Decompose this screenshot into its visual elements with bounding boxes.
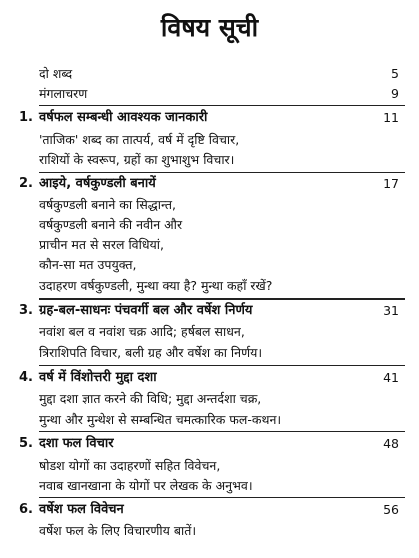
chapter-subline: मुद्दा दशा ज्ञात करने की विधि; मुद्दा अन्तर्दशा चक्र, <box>39 391 262 406</box>
chapter-number: 2. <box>19 176 33 191</box>
preface-entry-text: दो शब्द <box>39 66 73 81</box>
chapter-subline: वर्षेश फल के लिए विचारणीय बातें। <box>39 523 197 538</box>
chapter-subline: षोडश योगों का उदाहरणों सहित विवेचन, <box>39 458 221 473</box>
divider <box>39 431 405 432</box>
chapter-page: 48 <box>383 436 399 451</box>
preface-entry-text: मंगलाचरण <box>39 86 88 101</box>
chapter-page: 11 <box>383 110 399 125</box>
chapter-subline: प्राचीन मत से सरल विधियां, <box>39 237 165 252</box>
page-title: विषय सूची <box>160 13 259 42</box>
chapter-title: वर्ष में विंशोत्तरी मुद्दा दशा <box>39 370 157 385</box>
chapter-title: वर्षेश फल विवेचन <box>39 502 124 517</box>
divider <box>39 497 405 498</box>
chapter-subline: कौन-सा मत उपयुक्त, <box>39 257 137 272</box>
chapter-number: 5. <box>19 436 33 451</box>
chapter-title: वर्षफल सम्बन्धी आवश्यक जानकारी <box>39 110 208 125</box>
chapter-page: 56 <box>383 502 399 517</box>
chapter-page: 17 <box>383 176 399 191</box>
chapter-number: 6. <box>19 502 33 517</box>
preface-entry-page: 9 <box>391 86 399 101</box>
chapter-page: 31 <box>383 303 399 318</box>
divider <box>39 365 405 366</box>
chapter-number: 4. <box>19 370 33 385</box>
divider <box>39 172 405 173</box>
chapter-subline: राशियों के स्वरूप, ग्रहों का शुभाशुभ विचार। <box>39 152 235 167</box>
divider <box>39 105 405 106</box>
chapter-page: 41 <box>383 370 399 385</box>
chapter-subline: वर्षकुण्डली बनाने का सिद्धान्त, <box>39 197 176 212</box>
chapter-number: 1. <box>19 110 33 125</box>
divider <box>39 298 405 300</box>
chapter-title: आइये, वर्षकुण्डली बनायें <box>39 176 156 191</box>
chapter-subline: नवांश बल व नवांश चक्र आदि; हर्षबल साधन, <box>39 324 245 339</box>
chapter-title: ग्रह-बल-साधनः पंचवर्गी बल और वर्षेश निर्णय <box>39 303 253 318</box>
chapter-subline: त्रिराशिपति विचार, बली ग्रह और वर्षेश का निर्णय। <box>39 345 263 360</box>
chapter-subline: वर्षकुण्डली बनाने की नवीन और <box>39 217 183 232</box>
chapter-title: दशा फल विचार <box>39 436 114 451</box>
chapter-subline: 'ताजिक' शब्द का तात्पर्य, वर्ष में दृष्टि विचार, <box>39 132 240 147</box>
chapter-number: 3. <box>19 303 33 318</box>
chapter-subline: उदाहरण वर्षकुण्डली, मुन्था क्या है? मुन्था कहाँ रखें? <box>39 278 273 293</box>
chapter-subline: मुन्था और मुन्थेश से सम्बन्धित चमत्कारिक फल-कथन। <box>39 412 282 427</box>
chapter-subline: नवाब खानखाना के योगों पर लेखक के अनुभव। <box>39 478 253 493</box>
preface-entry-page: 5 <box>391 66 399 81</box>
